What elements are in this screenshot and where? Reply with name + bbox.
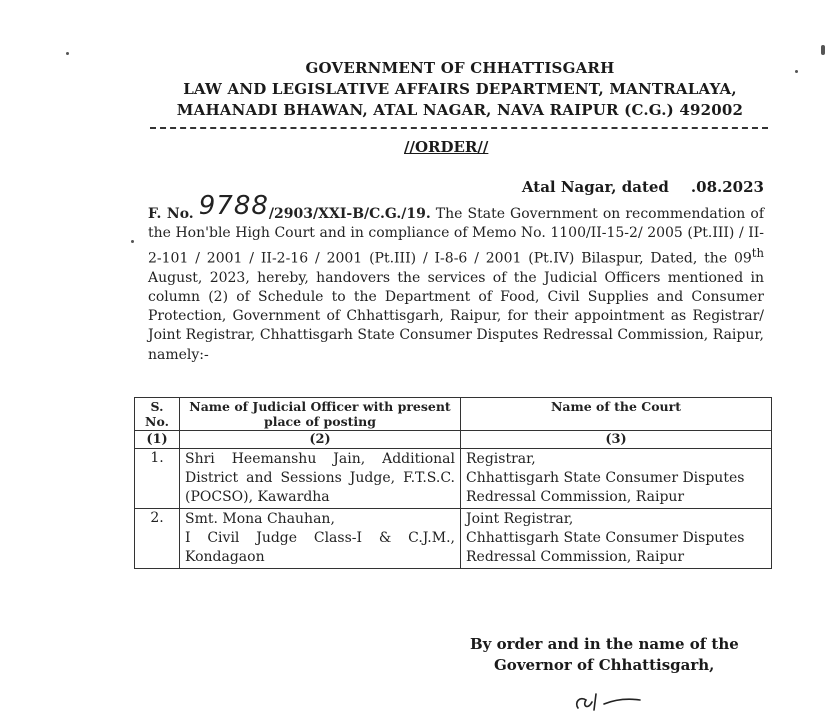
dashed-divider bbox=[150, 127, 768, 129]
table-row bbox=[135, 449, 772, 509]
body-text-part-2: August, 2023, hereby, handovers the services of the Judicial Officers mentioned in column (2) of Schedule to the Department of Food, Civil Supplies and Consumer Protection, Government of Chhattisgarh, Raipur, for their appointment as Registrar/ Joint Registrar, Chhattisgarh State Consumer Disputes Redressal Commission, Raipur, namely:- bbox=[148, 269, 764, 363]
row-sno: 2. bbox=[135, 509, 180, 569]
scan-speck bbox=[131, 240, 134, 243]
file-number-prefix: F. No. bbox=[148, 206, 194, 222]
row-officer: Shri Heemanshu Jain, Additional District and Sessions Judge, F.T.S.C. (POCSO), Kawardha bbox=[180, 449, 461, 509]
scan-speck bbox=[821, 45, 825, 55]
row-court: Registrar, Chhattisgarh State Consumer Disputes Redressal Commission, Raipur bbox=[461, 449, 772, 509]
closing-block bbox=[470, 634, 770, 676]
letterhead-line-1: GOVERNMENT OF CHHATTISGARH bbox=[305, 59, 615, 77]
header-court: Name of the Court bbox=[461, 398, 772, 431]
dated-place: Atal Nagar, dated bbox=[521, 178, 669, 196]
signature-scribble bbox=[570, 688, 660, 713]
dated-date: .08.2023 bbox=[690, 178, 764, 196]
dated-line bbox=[522, 178, 764, 196]
header-officer: Name of Judicial Officer with present place of posting bbox=[180, 398, 461, 431]
table-row bbox=[135, 509, 772, 569]
column-number-row bbox=[135, 431, 772, 449]
letterhead-line-2: LAW AND LEGISLATIVE AFFAIRS DEPARTMENT, MANTRALAYA, bbox=[183, 80, 737, 98]
row-sno: 1. bbox=[135, 449, 180, 509]
schedule-table bbox=[134, 397, 772, 569]
letterhead bbox=[150, 58, 770, 121]
file-number-suffix: /2903/XXI-B/C.G./19. bbox=[268, 206, 431, 222]
column-number-3: (3) bbox=[461, 431, 772, 449]
row-court: Joint Registrar, Chhattisgarh State Consumer Disputes Redressal Commission, Raipur bbox=[461, 509, 772, 569]
scan-speck bbox=[66, 52, 69, 55]
order-body bbox=[148, 191, 765, 365]
scan-speck bbox=[795, 70, 798, 73]
letterhead-line-3: MAHANADI BHAWAN, ATAL NAGAR, NAVA RAIPUR (C.G.) 492002 bbox=[176, 101, 744, 119]
table-header-row bbox=[135, 398, 772, 431]
row-officer: Smt. Mona Chauhan, I Civil Judge Class-I & C.J.M., Kondagaon bbox=[180, 509, 461, 569]
handwritten-file-number: 9788 bbox=[198, 191, 269, 221]
header-sno: S. No. bbox=[135, 398, 180, 431]
column-number-1: (1) bbox=[135, 431, 180, 449]
order-title: //ORDER// bbox=[404, 138, 489, 156]
closing-line-1: By order and in the name of the bbox=[470, 635, 739, 653]
closing-line-2: Governor of Chhattisgarh, bbox=[494, 656, 715, 674]
column-number-2: (2) bbox=[180, 431, 461, 449]
body-text-superscript: th bbox=[751, 245, 764, 260]
body-text-part-1: The State Government on recommendation of the Hon'ble High Court and in compliance of Memo No. 1100/II-15-2/ 2005 (Pt.III) / II-2-101 / 2001 / II-2-16 / 2001 (Pt.III) / I-8-6 / 2001 (Pt.IV) Bilaspur, Dated, the 09 bbox=[148, 206, 765, 267]
